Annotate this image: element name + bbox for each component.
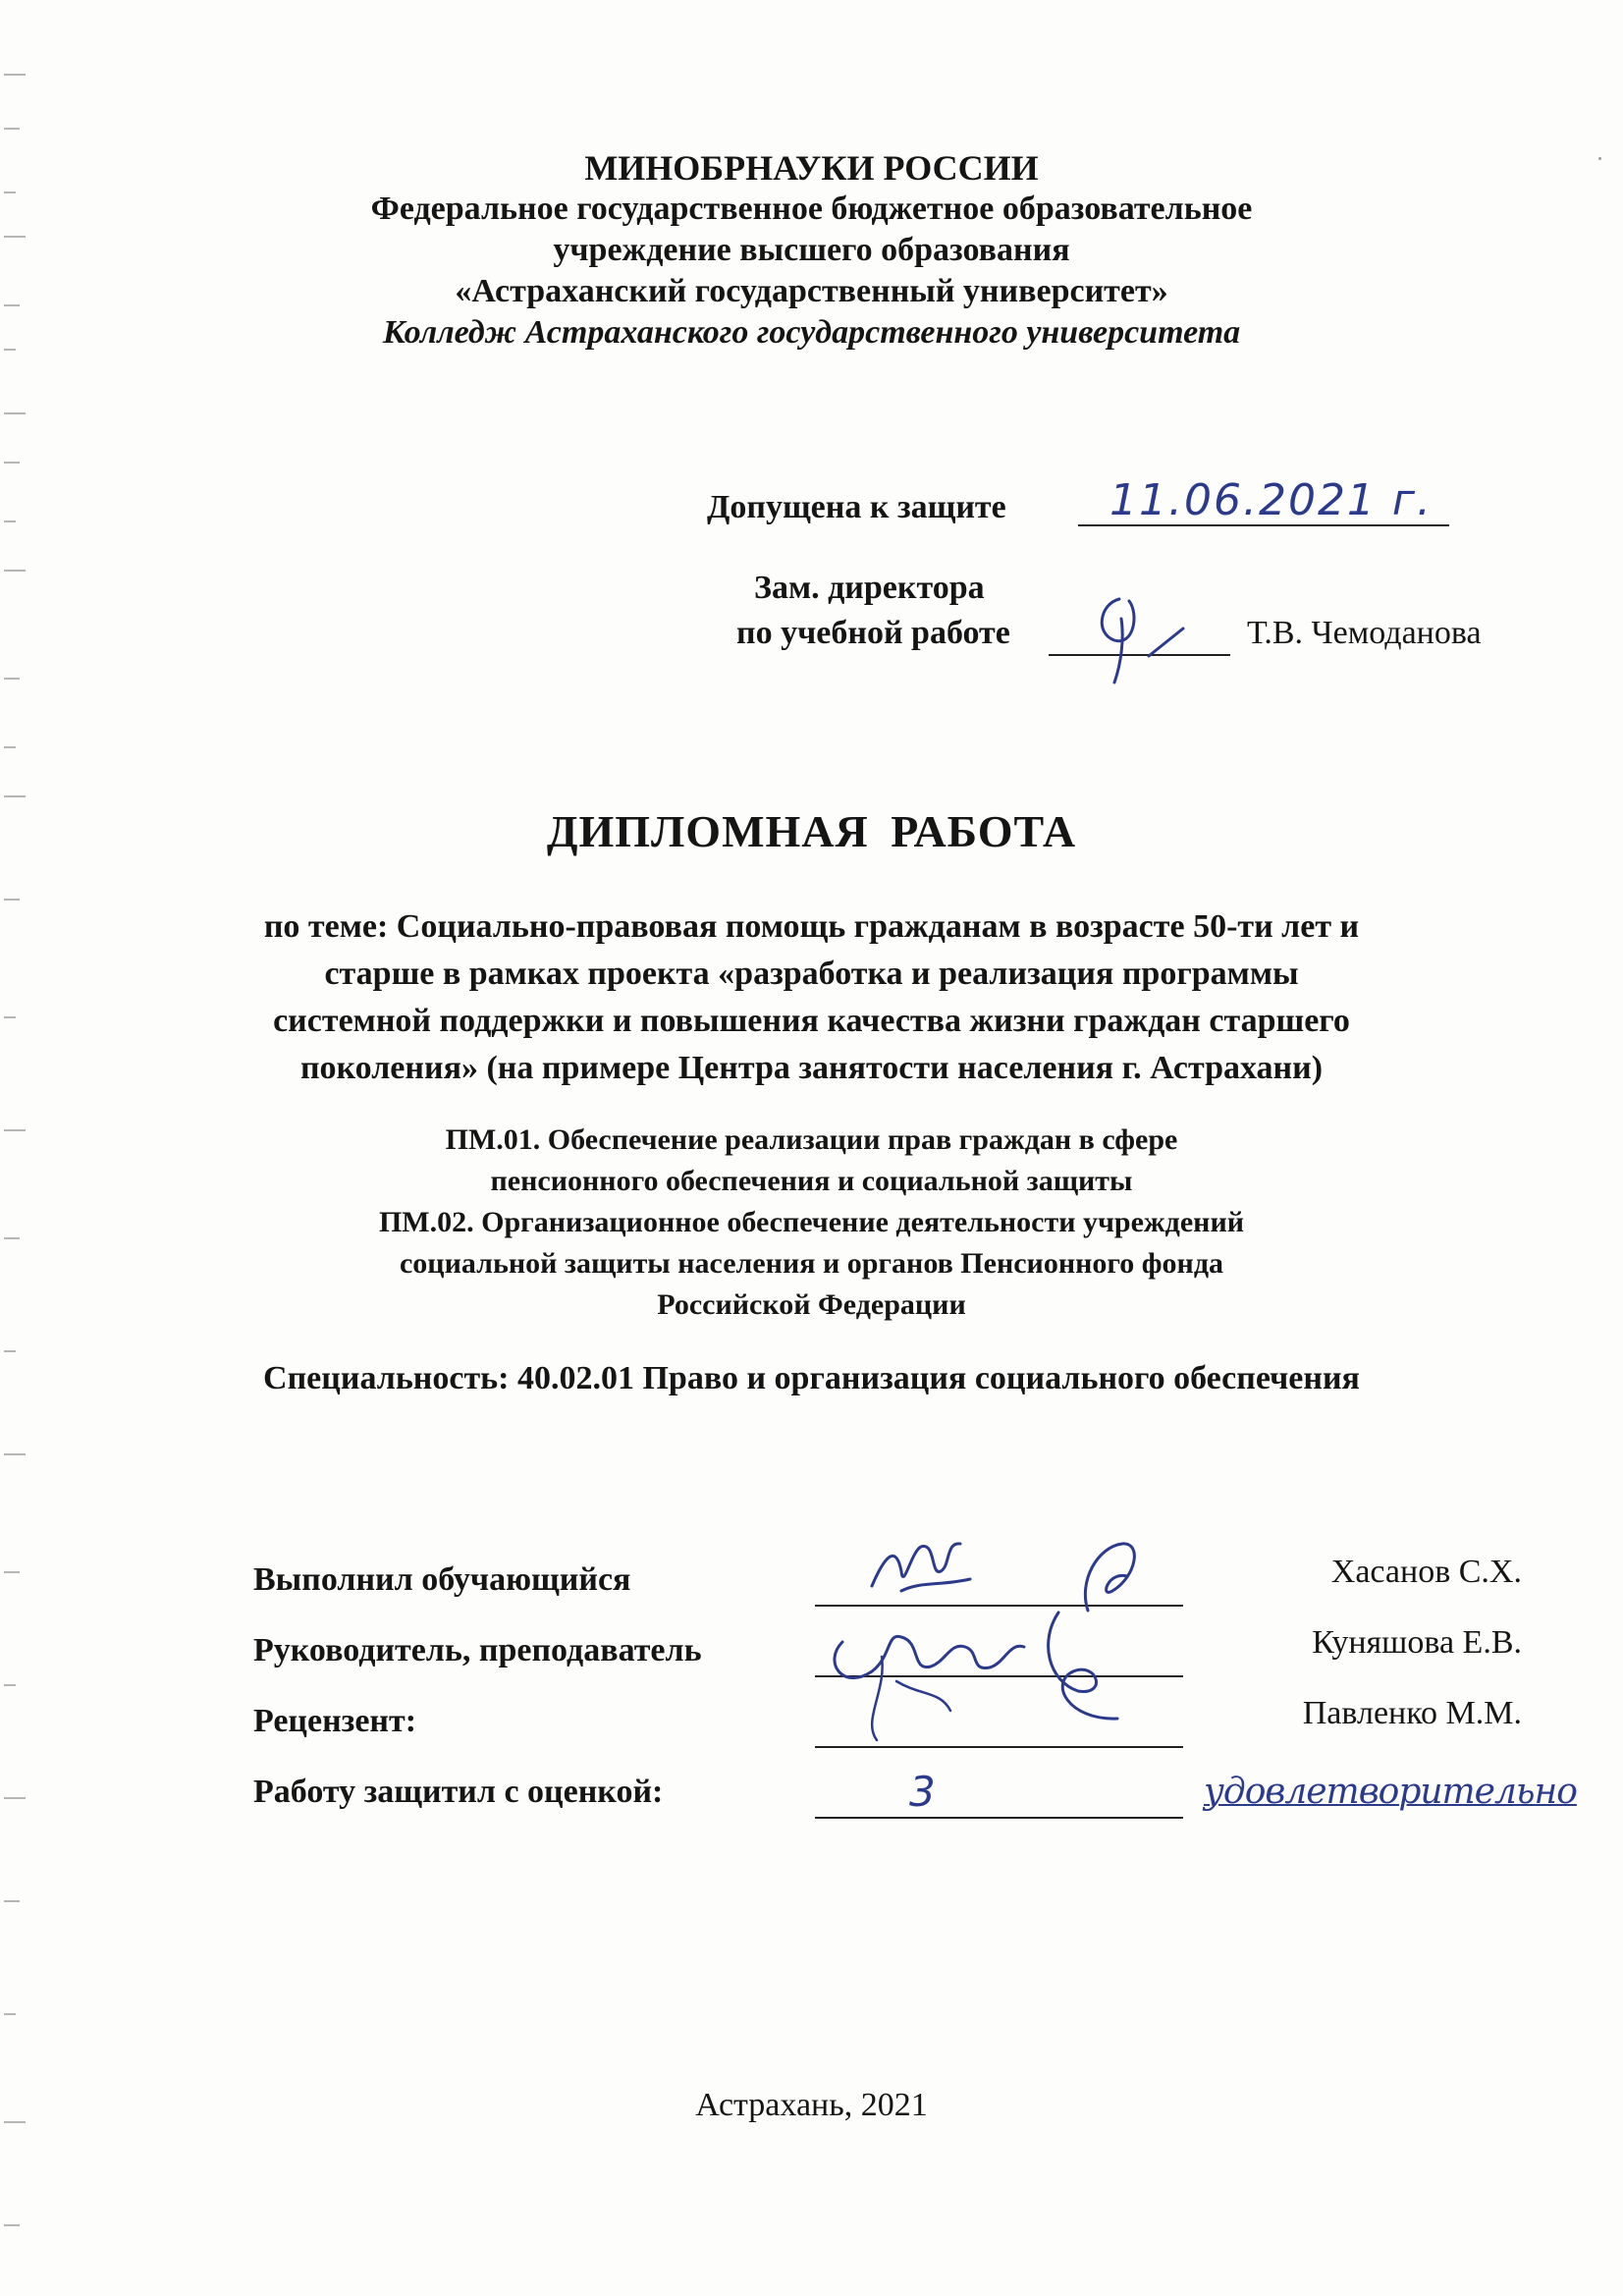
city-year: Астрахань, 2021 xyxy=(695,2087,928,2123)
institution-line-2: учреждение высшего образования xyxy=(553,232,1070,268)
specialty: Специальность: 40.02.01 Право и организация социального обеспечения xyxy=(263,1360,1360,1396)
deputy-signature xyxy=(1060,579,1247,687)
deputy-director-block xyxy=(727,570,1571,678)
binding-mark xyxy=(4,462,20,464)
signature-row-grade xyxy=(253,1768,1577,1832)
institution-header xyxy=(0,147,1623,354)
grade-value-handwritten: 3 xyxy=(909,1768,936,1816)
thesis-topic xyxy=(177,903,1446,1092)
binding-mark xyxy=(4,570,26,572)
binding-mark xyxy=(4,412,26,414)
topic-line: по теме: Социально-правовая помощь гражданам в возрасте 50-ти лет и xyxy=(263,908,1360,945)
university-name: «Астраханский государственный университет» xyxy=(455,273,1168,309)
document-title: ДИПЛОМНАЯ РАБОТА xyxy=(546,806,1077,856)
signature-name: Павленко М.М. xyxy=(1302,1695,1522,1731)
topic-line: системной поддержки и повышения качества жизни граждан старшего xyxy=(273,1003,1350,1039)
signature-role: Руководитель, преподаватель xyxy=(253,1632,702,1668)
signature-role: Рецензент: xyxy=(253,1703,417,1739)
deputy-name: Т.В. Чемоданова xyxy=(1247,615,1482,651)
signature-role: Выполнил обучающийся xyxy=(253,1561,631,1598)
professional-modules xyxy=(236,1120,1387,1326)
ministry-name: МИНОБРНАУКИ РОССИИ xyxy=(584,148,1039,188)
module-line: пенсионного обеспечения и социальной защиты xyxy=(490,1165,1133,1197)
module-line: ПМ.02. Организационное обеспечение деятельности учреждений xyxy=(378,1206,1245,1238)
admission-row xyxy=(707,475,1492,530)
binding-mark xyxy=(4,2013,16,2015)
deputy-title: Зам. директора xyxy=(754,570,985,606)
binding-mark xyxy=(4,1797,26,1799)
binding-mark xyxy=(4,74,26,76)
signature-name: Куняшова Е.В. xyxy=(1312,1624,1522,1661)
binding-mark xyxy=(4,746,16,748)
binding-mark xyxy=(4,1350,16,1352)
binding-mark xyxy=(4,520,16,522)
deputy-subtitle: по учебной работе xyxy=(736,615,1010,651)
module-line: Российской Федерации xyxy=(657,1288,966,1321)
college-name: Колледж Астраханского государственного университета xyxy=(382,314,1241,351)
binding-mark xyxy=(4,1571,20,1573)
binding-mark xyxy=(4,1016,16,1018)
admitted-date-handwritten: 11.06.2021 г. xyxy=(1109,475,1434,525)
binding-mark xyxy=(4,899,20,901)
binding-mark xyxy=(4,1900,20,1902)
binding-mark xyxy=(4,1237,20,1239)
binding-mark xyxy=(4,2224,20,2226)
grade-line xyxy=(815,1817,1183,1819)
supervisor-signature xyxy=(803,1603,1157,1750)
grade-word-handwritten: удовлетворительно xyxy=(1204,1772,1577,1812)
signature-role: Работу защитил с оценкой: xyxy=(253,1774,664,1810)
signature-table xyxy=(253,1554,1577,1856)
topic-line: поколения» (на примере Центра занятости населения г. Астрахани) xyxy=(299,1050,1324,1086)
binding-mark xyxy=(4,1684,16,1686)
admitted-label: Допущена к защите xyxy=(707,489,1006,525)
binding-mark xyxy=(4,1129,26,1131)
module-line: социальной защиты населения и органов Пенсионного фонда xyxy=(399,1247,1223,1280)
binding-mark xyxy=(4,678,20,680)
binding-mark xyxy=(4,128,20,130)
topic-line: старше в рамках проекта «разработка и реализация программы xyxy=(324,956,1299,992)
signature-name: Хасанов С.Х. xyxy=(1330,1554,1522,1590)
binding-mark xyxy=(4,1453,26,1455)
binding-mark xyxy=(4,795,26,797)
module-line: ПМ.01. Обеспечение реализации прав граждан в сфере xyxy=(445,1123,1178,1156)
institution-line-1: Федеральное государственное бюджетное образовательное xyxy=(370,191,1253,227)
